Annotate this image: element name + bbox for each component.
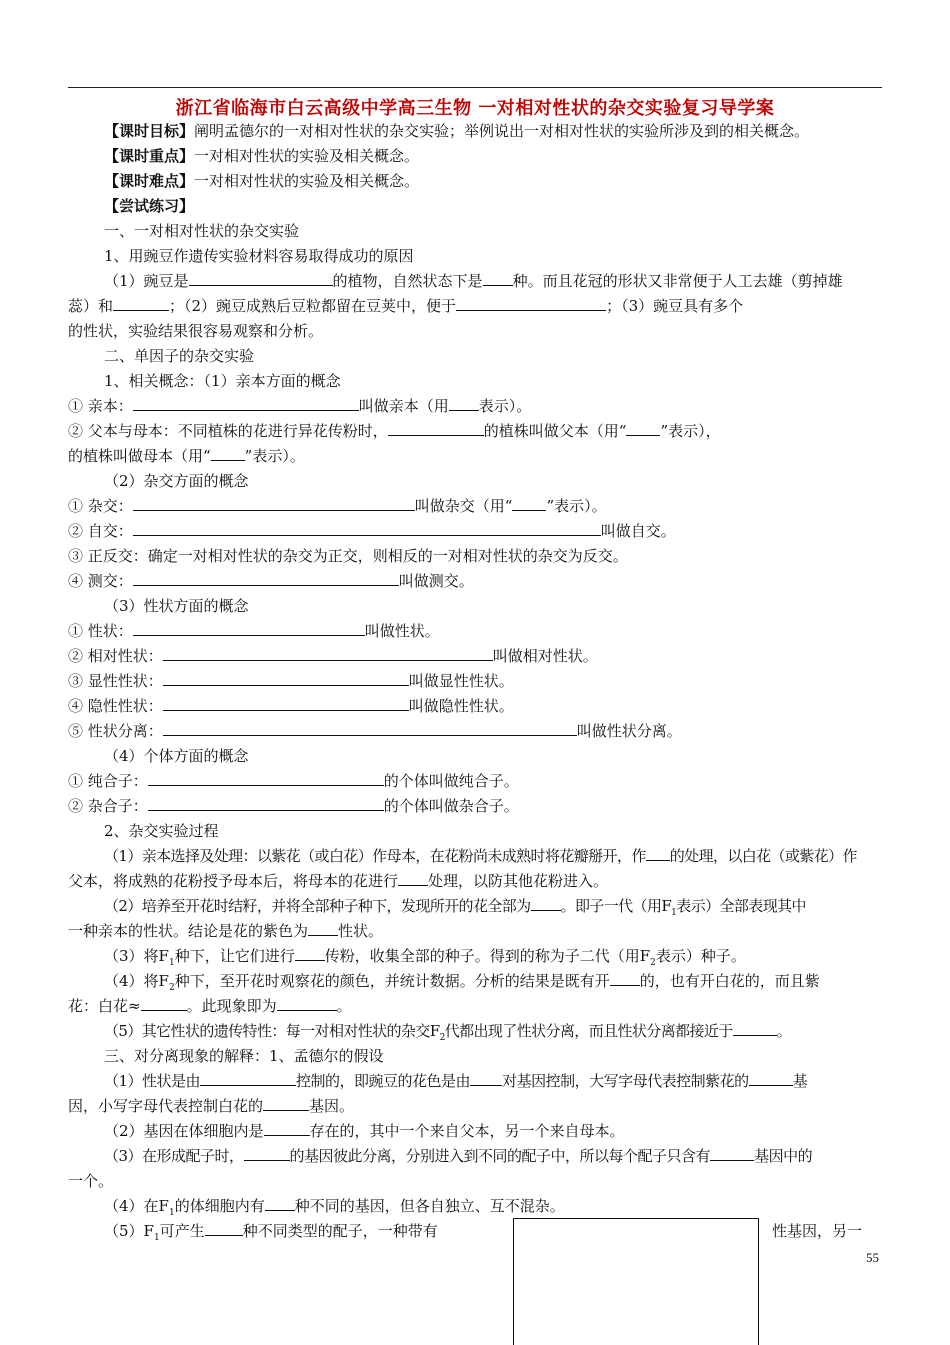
- blank: [512, 496, 546, 511]
- blank: [626, 421, 660, 436]
- blank: [133, 621, 365, 636]
- hard-text: 一对相对性状的实验及相关概念。: [194, 172, 420, 190]
- goal-text: 阐明孟德尔的一对相对性状的杂交实验；举例说出一对相对性状的实验所涉及到的相关概念。: [194, 122, 810, 140]
- blank: [456, 296, 606, 311]
- process-1-line-1: （1）亲本选择及处理：以紫花（或白花）作母本，在花粉尚未成熟时将花瓣掰开，作 的处理，以白花（或紫花）作: [104, 847, 857, 865]
- blank: [531, 896, 561, 911]
- blank: [733, 1021, 777, 1036]
- blank: [205, 1221, 243, 1236]
- s1-line-3: 的性状，实验结果很容易观察和分析。: [68, 322, 324, 340]
- process-4-line-2: 花：白花≈ 。此现象即为 。: [68, 997, 352, 1015]
- hypothesis-2-line: （2）基因在体细胞内是 存在的，其中一个来自父本，另一个来自母本。: [104, 1122, 625, 1140]
- section-2-heading: 二、单因子的杂交实验: [104, 347, 255, 365]
- concept-heterozygote: ② 杂合子： 的个体叫做杂合子。: [68, 797, 519, 815]
- concept-dominant: ③ 显性性状： 叫做显性性状。: [68, 672, 514, 690]
- goal-tag: 【课时目标】: [104, 122, 195, 140]
- blank: [163, 646, 493, 661]
- cross-concepts-heading: （2）杂交方面的概念: [104, 472, 249, 490]
- experiment-process-heading: 2、杂交实验过程: [104, 822, 219, 840]
- concept-relative-trait: ② 相对性状： 叫做相对性状。: [68, 647, 598, 665]
- individual-concepts-heading: （4）个体方面的概念: [104, 747, 249, 765]
- process-2-line-1: （2）培养至开花时结籽，并将全部种子种下，发现所开的花全部为 。即子一代（用$F_1$表示）全部表现其中: [104, 897, 806, 918]
- hypothesis-5-line-end: 性基因，另一: [772, 1222, 863, 1240]
- trait-concepts-heading: （3）性状方面的概念: [104, 597, 249, 615]
- blank: [163, 721, 577, 736]
- goal-line: [104, 121, 920, 141]
- diagram-box: [513, 1218, 759, 1345]
- process-4-line-1: （4）将$F_2$种下，至开花时观察花的颜色，并统计数据。分析的结果是既有开 的，也有开白花的，而且紫: [104, 972, 820, 993]
- blank: [163, 696, 409, 711]
- concept-parent: ① 亲本： 叫做亲本（用 表示）。: [68, 397, 532, 415]
- process-2-line-2: 一种亲本的性状。结论是花的紫色为 性状。: [68, 922, 384, 940]
- section-2-sub: 1、相关概念：（1）亲本方面的概念: [104, 372, 341, 390]
- hypothesis-3-line-2: 一个。: [68, 1172, 114, 1190]
- blank: [163, 671, 409, 686]
- blank: [295, 946, 325, 961]
- blank: [264, 1121, 310, 1136]
- explanation-heading: 三、对分离现象的解释：1、孟德尔的假设: [104, 1047, 384, 1065]
- hard-line: [104, 171, 920, 191]
- blank: [133, 496, 415, 511]
- blank: [133, 521, 601, 536]
- key-line: [104, 146, 920, 166]
- concept-mother: 的植株叫做母本（用“ ”表示）。: [68, 447, 305, 465]
- blank: [133, 396, 359, 411]
- s1-line-2: 蕊）和 ；（2）豌豆成熟后豆粒都留在豆荚中，便于 ；（3）豌豆具有多个: [68, 297, 744, 315]
- hypothesis-1-line-1: （1）性状是由 控制的，即豌豆的花色是由 对基因控制，大写字母代表控制紫花的 基: [104, 1072, 808, 1090]
- blank: [388, 421, 484, 436]
- concept-segregation: ⑤ 性状分离： 叫做性状分离。: [68, 722, 682, 740]
- header-rule: [68, 87, 882, 88]
- blank: [265, 1196, 295, 1211]
- hard-tag: 【课时难点】: [104, 172, 195, 190]
- blank: [398, 871, 428, 886]
- process-1-line-2: 父本，将成熟的花粉授予母本后，将母本的花进行 处理，以防其他花粉进入。: [68, 872, 609, 890]
- blank: [244, 1146, 290, 1161]
- concept-cross: ① 杂交： 叫做杂交（用“ ”表示）。: [68, 497, 607, 515]
- blank: [646, 846, 670, 861]
- key-text: 一对相对性状的实验及相关概念。: [194, 147, 420, 165]
- s1-line-1: （1）豌豆是 的植物，自然状态下是 种。而且花冠的形状又非常便于人工去雄（剪掉雄: [104, 272, 843, 290]
- concept-homozygote: ① 纯合子： 的个体叫做纯合子。: [68, 772, 519, 790]
- document-title: 浙江省临海市白云高级中学高三生物 一对相对性状的杂交实验复习导学案: [175, 98, 775, 119]
- blank: [189, 271, 333, 286]
- practice-heading: 【尝试练习】: [104, 197, 195, 215]
- blank: [148, 796, 384, 811]
- process-3-line: （3）将$F_1$种下，让它们进行 传粉，收集全部的种子。得到的称为子二代（用$F_2$表示）种子。: [104, 947, 746, 968]
- concept-recessive: ④ 隐性性状： 叫做隐性性状。: [68, 697, 514, 715]
- blank: [449, 396, 479, 411]
- blank: [308, 921, 338, 936]
- blank: [470, 1071, 502, 1086]
- blank: [277, 996, 337, 1011]
- blank: [133, 571, 399, 586]
- hypothesis-3-line-1: （3）在形成配子时， 的基因彼此分离，分别进入到不同的配子中，所以每个配子只含有 基因中的: [104, 1147, 813, 1165]
- section-1-sub: 1、用豌豆作遗传实验材料容易取得成功的原因: [104, 247, 414, 265]
- blank: [610, 971, 640, 986]
- page-number: 55: [866, 1250, 879, 1265]
- concept-reciprocal: ③ 正反交：确定一对相对性状的杂交为正交，则相反的一对相对性状的杂交为反交。: [68, 547, 628, 565]
- hypothesis-4-line: （4）在$F_1$的体细胞内有 种不同的基因，但各自独立、互不混杂。: [104, 1197, 565, 1218]
- concept-self-cross: ② 自交： 叫做自交。: [68, 522, 676, 540]
- concept-testcross: ④ 测交： 叫做测交。: [68, 572, 474, 590]
- blank: [710, 1146, 754, 1161]
- hypothesis-5-line: $(5)F_1$可产生 种不同类型的配子，一种带有: [104, 1222, 438, 1243]
- process-5-line: （5）其它性状的遗传特性：每一对相对性状的杂交$F_2$代都出现了性状分离，而且性状分离都接近于 。: [104, 1022, 792, 1043]
- blank: [113, 296, 169, 311]
- blank: [200, 1071, 296, 1086]
- blank: [749, 1071, 793, 1086]
- key-tag: 【课时重点】: [104, 147, 195, 165]
- blank: [263, 1096, 309, 1111]
- blank: [148, 771, 384, 786]
- blank: [141, 996, 187, 1011]
- section-1-heading: 一、一对相对性状的杂交实验: [104, 222, 300, 240]
- hypothesis-1-line-2: 因，小写字母代表控制白花的 基因。: [68, 1097, 355, 1115]
- concept-father-mother: ② 父本与母本：不同植株的花进行异花传粉时， 的植株叫做父本（用“ ”表示），: [68, 422, 721, 440]
- blank: [211, 446, 245, 461]
- blank: [483, 271, 513, 286]
- concept-trait: ① 性状： 叫做性状。: [68, 622, 440, 640]
